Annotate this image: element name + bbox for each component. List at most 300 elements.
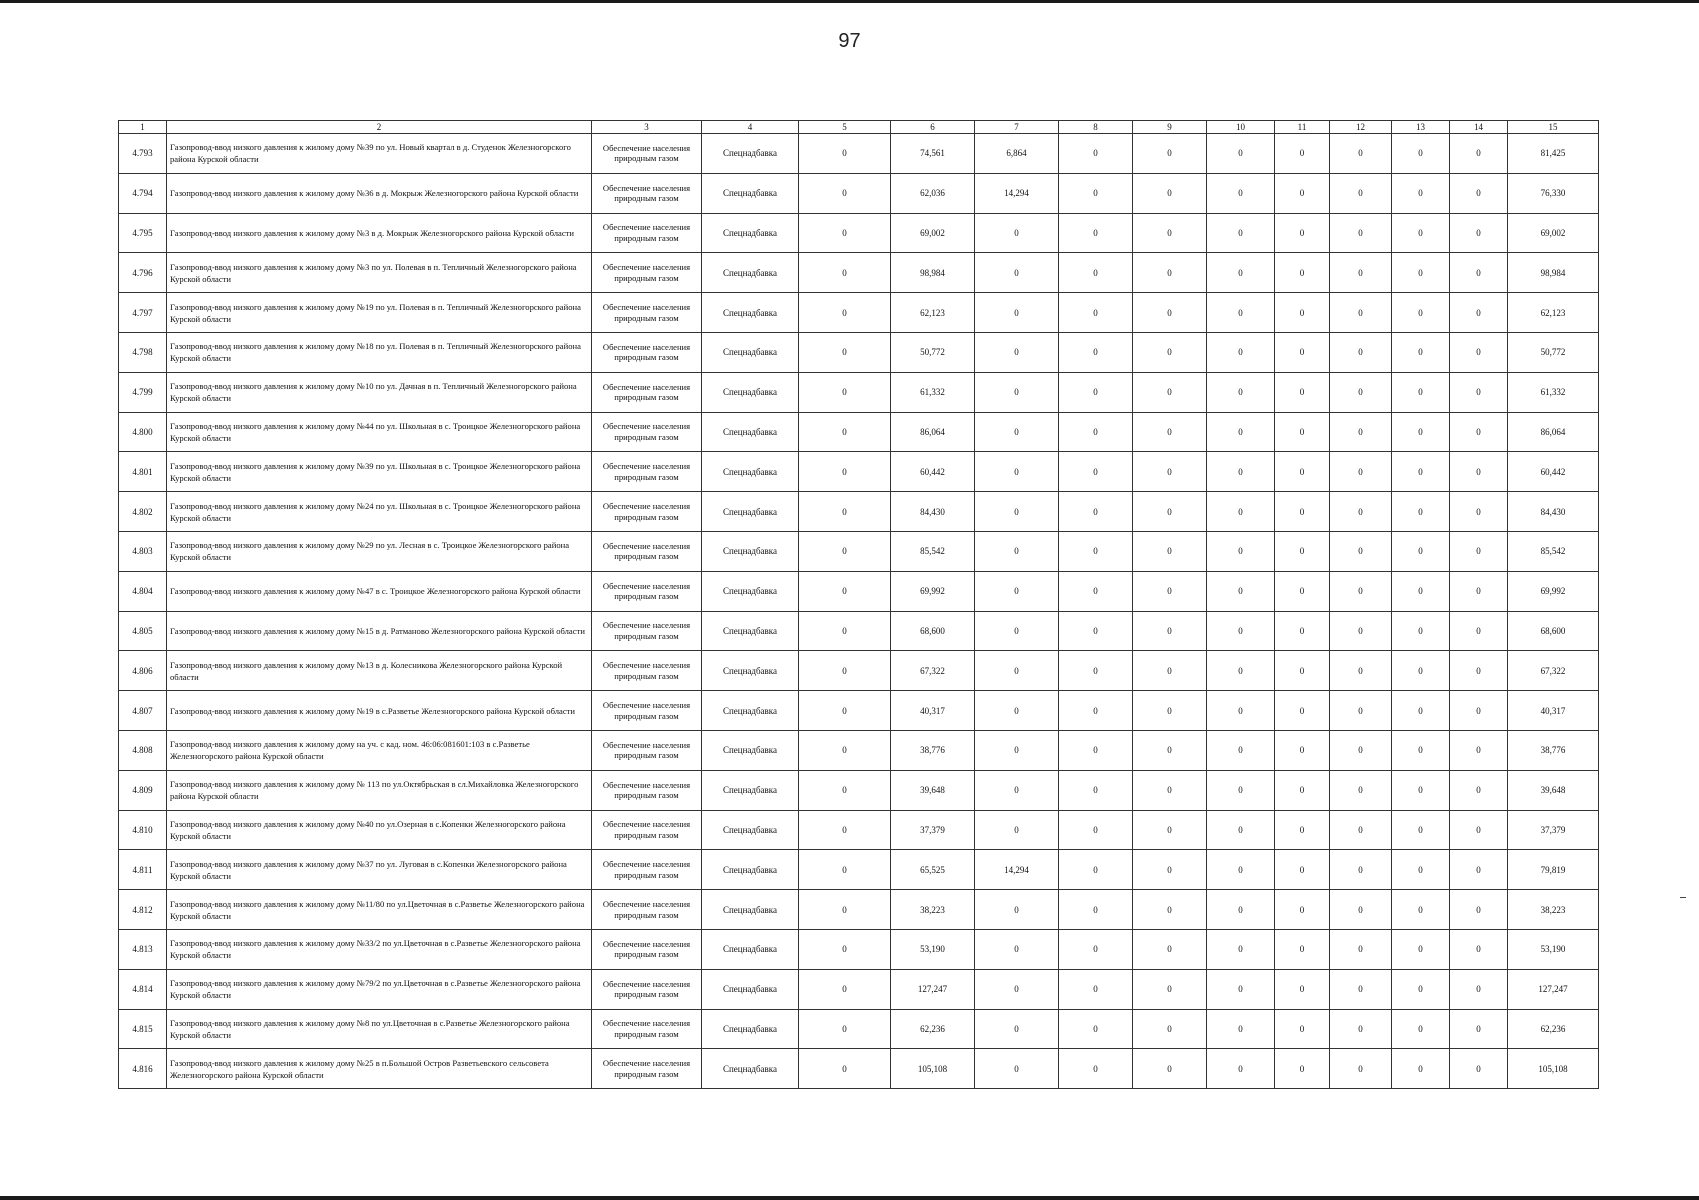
column-header-5: 5 <box>799 121 891 134</box>
column-header-1: 1 <box>119 121 167 134</box>
cell-col-11: 0 <box>1275 929 1330 969</box>
cell-col-9: 0 <box>1133 969 1207 1009</box>
cell-col-10: 0 <box>1207 730 1275 770</box>
cell-purpose: Обеспечение населения природным газом <box>592 492 702 532</box>
cell-total: 40,317 <box>1508 691 1599 731</box>
cell-col-10: 0 <box>1207 492 1275 532</box>
cell-col-6: 53,190 <box>891 929 975 969</box>
table-row <box>119 332 1599 372</box>
cell-col-9: 0 <box>1133 651 1207 691</box>
table-row <box>119 1009 1599 1049</box>
cell-col-7: 0 <box>975 810 1059 850</box>
cell-funding-source: Спецнадбавка <box>702 253 799 293</box>
cell-col-5: 0 <box>799 492 891 532</box>
cell-total: 127,247 <box>1508 969 1599 1009</box>
cell-row-number: 4.812 <box>119 890 167 930</box>
cell-purpose: Обеспечение населения природным газом <box>592 651 702 691</box>
cell-col-11: 0 <box>1275 810 1330 850</box>
cell-purpose: Обеспечение населения природным газом <box>592 850 702 890</box>
table-row <box>119 691 1599 731</box>
cell-col-5: 0 <box>799 173 891 213</box>
table-row <box>119 253 1599 293</box>
cell-col-7: 0 <box>975 571 1059 611</box>
cell-col-8: 0 <box>1059 531 1133 571</box>
cell-col-6: 62,236 <box>891 1009 975 1049</box>
cell-col-11: 0 <box>1275 452 1330 492</box>
cell-col-13: 0 <box>1392 730 1450 770</box>
cell-purpose: Обеспечение населения природным газом <box>592 412 702 452</box>
cell-total: 38,223 <box>1508 890 1599 930</box>
cell-col-5: 0 <box>799 1009 891 1049</box>
cell-object-name: Газопровод-ввод низкого давления к жилому дому №25 в п.Большой Остров Разветьевского сельсовета Железногорского района Курской области <box>167 1049 592 1089</box>
bottom-border-line <box>0 1196 1699 1200</box>
cell-total: 62,236 <box>1508 1009 1599 1049</box>
cell-funding-source: Спецнадбавка <box>702 969 799 1009</box>
cell-col-10: 0 <box>1207 1009 1275 1049</box>
cell-col-8: 0 <box>1059 969 1133 1009</box>
cell-col-14: 0 <box>1450 730 1508 770</box>
cell-object-name: Газопровод-ввод низкого давления к жилому дому №24 по ул. Школьная в с. Троицкое Железногорского района Курской области <box>167 492 592 532</box>
table-row <box>119 134 1599 174</box>
cell-total: 68,600 <box>1508 611 1599 651</box>
cell-purpose: Обеспечение населения природным газом <box>592 691 702 731</box>
cell-col-8: 0 <box>1059 770 1133 810</box>
cell-object-name: Газопровод-ввод низкого давления к жилому дому №37 по ул. Луговая в с.Копенки Железногорского района Курской области <box>167 850 592 890</box>
cell-col-13: 0 <box>1392 134 1450 174</box>
cell-col-6: 84,430 <box>891 492 975 532</box>
cell-col-7: 0 <box>975 929 1059 969</box>
table-row <box>119 571 1599 611</box>
cell-col-9: 0 <box>1133 770 1207 810</box>
cell-col-6: 39,648 <box>891 770 975 810</box>
table-row <box>119 452 1599 492</box>
cell-object-name: Газопровод-ввод низкого давления к жилому дому на уч. с кад. ном. 46:06:081601:103 в с.Разветье Железногорского района Курской области <box>167 730 592 770</box>
cell-col-10: 0 <box>1207 332 1275 372</box>
column-header-9: 9 <box>1133 121 1207 134</box>
cell-row-number: 4.814 <box>119 969 167 1009</box>
cell-col-5: 0 <box>799 691 891 731</box>
cell-total: 98,984 <box>1508 253 1599 293</box>
cell-funding-source: Спецнадбавка <box>702 571 799 611</box>
cell-total: 79,819 <box>1508 850 1599 890</box>
cell-row-number: 4.805 <box>119 611 167 651</box>
cell-total: 38,776 <box>1508 730 1599 770</box>
table-row <box>119 611 1599 651</box>
cell-col-13: 0 <box>1392 611 1450 651</box>
cell-funding-source: Спецнадбавка <box>702 730 799 770</box>
cell-col-6: 38,776 <box>891 730 975 770</box>
cell-col-13: 0 <box>1392 253 1450 293</box>
cell-col-13: 0 <box>1392 969 1450 1009</box>
cell-col-8: 0 <box>1059 173 1133 213</box>
cell-col-12: 0 <box>1330 1009 1392 1049</box>
cell-col-12: 0 <box>1330 134 1392 174</box>
cell-col-9: 0 <box>1133 571 1207 611</box>
cell-col-5: 0 <box>799 452 891 492</box>
cell-col-14: 0 <box>1450 1049 1508 1089</box>
cell-col-12: 0 <box>1330 691 1392 731</box>
cell-col-10: 0 <box>1207 929 1275 969</box>
cell-col-11: 0 <box>1275 134 1330 174</box>
cell-object-name: Газопровод-ввод низкого давления к жилому дому №40 по ул.Озерная в с.Копенки Железногорского района Курской области <box>167 810 592 850</box>
cell-col-12: 0 <box>1330 929 1392 969</box>
cell-col-12: 0 <box>1330 452 1392 492</box>
table-body <box>119 121 1599 1089</box>
cell-col-10: 0 <box>1207 452 1275 492</box>
cell-col-11: 0 <box>1275 253 1330 293</box>
cell-col-7: 0 <box>975 253 1059 293</box>
cell-col-5: 0 <box>799 412 891 452</box>
cell-purpose: Обеспечение населения природным газом <box>592 213 702 253</box>
cell-col-14: 0 <box>1450 173 1508 213</box>
column-header-13: 13 <box>1392 121 1450 134</box>
cell-total: 67,322 <box>1508 651 1599 691</box>
cell-col-9: 0 <box>1133 173 1207 213</box>
cell-col-5: 0 <box>799 213 891 253</box>
table-row <box>119 730 1599 770</box>
cell-col-13: 0 <box>1392 810 1450 850</box>
cell-col-10: 0 <box>1207 770 1275 810</box>
cell-col-14: 0 <box>1450 1009 1508 1049</box>
cell-col-8: 0 <box>1059 492 1133 532</box>
cell-col-12: 0 <box>1330 730 1392 770</box>
cell-col-10: 0 <box>1207 372 1275 412</box>
cell-total: 76,330 <box>1508 173 1599 213</box>
cell-col-12: 0 <box>1330 213 1392 253</box>
column-header-15: 15 <box>1508 121 1599 134</box>
cell-row-number: 4.797 <box>119 293 167 333</box>
cell-col-6: 98,984 <box>891 253 975 293</box>
cell-col-8: 0 <box>1059 1009 1133 1049</box>
cell-col-5: 0 <box>799 293 891 333</box>
cell-col-6: 86,064 <box>891 412 975 452</box>
cell-col-14: 0 <box>1450 850 1508 890</box>
cell-col-7: 0 <box>975 691 1059 731</box>
cell-row-number: 4.804 <box>119 571 167 611</box>
cell-col-9: 0 <box>1133 1009 1207 1049</box>
page-number: 97 <box>838 30 861 52</box>
cell-purpose: Обеспечение населения природным газом <box>592 929 702 969</box>
cell-col-5: 0 <box>799 134 891 174</box>
cell-purpose: Обеспечение населения природным газом <box>592 332 702 372</box>
cell-funding-source: Спецнадбавка <box>702 332 799 372</box>
cell-col-9: 0 <box>1133 810 1207 850</box>
cell-purpose: Обеспечение населения природным газом <box>592 730 702 770</box>
cell-purpose: Обеспечение населения природным газом <box>592 372 702 412</box>
cell-row-number: 4.815 <box>119 1009 167 1049</box>
cell-col-14: 0 <box>1450 571 1508 611</box>
cell-col-11: 0 <box>1275 293 1330 333</box>
cell-col-8: 0 <box>1059 452 1133 492</box>
cell-col-7: 0 <box>975 730 1059 770</box>
cell-col-14: 0 <box>1450 969 1508 1009</box>
margin-mark <box>1680 897 1686 898</box>
cell-col-7: 0 <box>975 372 1059 412</box>
cell-col-5: 0 <box>799 770 891 810</box>
cell-col-11: 0 <box>1275 492 1330 532</box>
cell-row-number: 4.810 <box>119 810 167 850</box>
cell-col-9: 0 <box>1133 332 1207 372</box>
cell-col-5: 0 <box>799 253 891 293</box>
cell-col-8: 0 <box>1059 332 1133 372</box>
cell-col-7: 0 <box>975 213 1059 253</box>
table-row <box>119 810 1599 850</box>
cell-purpose: Обеспечение населения природным газом <box>592 531 702 571</box>
cell-col-11: 0 <box>1275 412 1330 452</box>
cell-object-name: Газопровод-ввод низкого давления к жилому дому №13 в д. Колесникова Железногорского района Курской области <box>167 651 592 691</box>
column-header-12: 12 <box>1330 121 1392 134</box>
table-row <box>119 293 1599 333</box>
cell-col-5: 0 <box>799 611 891 651</box>
cell-col-14: 0 <box>1450 810 1508 850</box>
cell-col-5: 0 <box>799 372 891 412</box>
cell-col-7: 0 <box>975 332 1059 372</box>
cell-col-10: 0 <box>1207 1049 1275 1089</box>
cell-col-14: 0 <box>1450 293 1508 333</box>
cell-col-5: 0 <box>799 332 891 372</box>
cell-col-13: 0 <box>1392 890 1450 930</box>
cell-col-11: 0 <box>1275 890 1330 930</box>
cell-row-number: 4.811 <box>119 850 167 890</box>
cell-funding-source: Спецнадбавка <box>702 452 799 492</box>
cell-col-6: 38,223 <box>891 890 975 930</box>
cell-col-10: 0 <box>1207 213 1275 253</box>
cell-row-number: 4.794 <box>119 173 167 213</box>
cell-funding-source: Спецнадбавка <box>702 293 799 333</box>
cell-object-name: Газопровод-ввод низкого давления к жилому дому №39 по ул. Новый квартал в д. Студенок Железногорского района Курской области <box>167 134 592 174</box>
cell-object-name: Газопровод-ввод низкого давления к жилому дому №3 в д. Мокрыж Железногорского района Курской области <box>167 213 592 253</box>
cell-funding-source: Спецнадбавка <box>702 850 799 890</box>
cell-col-13: 0 <box>1392 1009 1450 1049</box>
cell-row-number: 4.813 <box>119 929 167 969</box>
cell-purpose: Обеспечение населения природным газом <box>592 1049 702 1089</box>
cell-col-7: 0 <box>975 531 1059 571</box>
cell-col-12: 0 <box>1330 332 1392 372</box>
cell-col-8: 0 <box>1059 730 1133 770</box>
cell-col-6: 50,772 <box>891 332 975 372</box>
cell-col-10: 0 <box>1207 810 1275 850</box>
cell-col-10: 0 <box>1207 293 1275 333</box>
cell-col-13: 0 <box>1392 372 1450 412</box>
cell-col-6: 62,123 <box>891 293 975 333</box>
cell-row-number: 4.798 <box>119 332 167 372</box>
cell-col-5: 0 <box>799 730 891 770</box>
cell-col-12: 0 <box>1330 492 1392 532</box>
cell-funding-source: Спецнадбавка <box>702 412 799 452</box>
cell-funding-source: Спецнадбавка <box>702 929 799 969</box>
table-row <box>119 929 1599 969</box>
cell-funding-source: Спецнадбавка <box>702 372 799 412</box>
cell-col-13: 0 <box>1392 412 1450 452</box>
cell-row-number: 4.796 <box>119 253 167 293</box>
cell-col-13: 0 <box>1392 293 1450 333</box>
cell-col-13: 0 <box>1392 571 1450 611</box>
column-header-7: 7 <box>975 121 1059 134</box>
cell-col-7: 0 <box>975 412 1059 452</box>
cell-col-13: 0 <box>1392 332 1450 372</box>
cell-total: 105,108 <box>1508 1049 1599 1089</box>
cell-col-14: 0 <box>1450 134 1508 174</box>
cell-col-6: 40,317 <box>891 691 975 731</box>
cell-col-7: 0 <box>975 969 1059 1009</box>
cell-col-13: 0 <box>1392 492 1450 532</box>
cell-col-14: 0 <box>1450 492 1508 532</box>
cell-col-7: 0 <box>975 1009 1059 1049</box>
cell-col-8: 0 <box>1059 810 1133 850</box>
cell-object-name: Газопровод-ввод низкого давления к жилому дому №44 по ул. Школьная в с. Троицкое Железногорского района Курской области <box>167 412 592 452</box>
cell-col-6: 62,036 <box>891 173 975 213</box>
cell-funding-source: Спецнадбавка <box>702 890 799 930</box>
cell-row-number: 4.799 <box>119 372 167 412</box>
cell-col-10: 0 <box>1207 651 1275 691</box>
cell-col-11: 0 <box>1275 770 1330 810</box>
cell-col-6: 127,247 <box>891 969 975 1009</box>
cell-col-11: 0 <box>1275 1009 1330 1049</box>
cell-col-8: 0 <box>1059 213 1133 253</box>
column-header-2: 2 <box>167 121 592 134</box>
top-border-line <box>0 0 1699 3</box>
cell-col-6: 85,542 <box>891 531 975 571</box>
cell-col-14: 0 <box>1450 890 1508 930</box>
cell-total: 69,002 <box>1508 213 1599 253</box>
cell-object-name: Газопровод-ввод низкого давления к жилому дому № 113 по ул.Октябрьская в сл.Михайловка Железногорского района Курской области <box>167 770 592 810</box>
cell-total: 69,992 <box>1508 571 1599 611</box>
cell-funding-source: Спецнадбавка <box>702 611 799 651</box>
cell-col-12: 0 <box>1330 810 1392 850</box>
cell-col-11: 0 <box>1275 213 1330 253</box>
cell-col-13: 0 <box>1392 173 1450 213</box>
table-row <box>119 372 1599 412</box>
cell-col-13: 0 <box>1392 691 1450 731</box>
cell-col-7: 14,294 <box>975 850 1059 890</box>
cell-row-number: 4.808 <box>119 730 167 770</box>
cell-col-8: 0 <box>1059 134 1133 174</box>
cell-total: 39,648 <box>1508 770 1599 810</box>
table-row <box>119 770 1599 810</box>
cell-col-11: 0 <box>1275 969 1330 1009</box>
cell-col-12: 0 <box>1330 969 1392 1009</box>
cell-col-9: 0 <box>1133 293 1207 333</box>
cell-funding-source: Спецнадбавка <box>702 1049 799 1089</box>
cell-row-number: 4.793 <box>119 134 167 174</box>
cell-purpose: Обеспечение населения природным газом <box>592 890 702 930</box>
cell-object-name: Газопровод-ввод низкого давления к жилому дому №19 в с.Разветье Железногорского района Курской области <box>167 691 592 731</box>
column-header-14: 14 <box>1450 121 1508 134</box>
cell-col-9: 0 <box>1133 850 1207 890</box>
cell-col-10: 0 <box>1207 412 1275 452</box>
cell-col-14: 0 <box>1450 452 1508 492</box>
cell-col-6: 105,108 <box>891 1049 975 1089</box>
cell-total: 85,542 <box>1508 531 1599 571</box>
table-row <box>119 1049 1599 1089</box>
cell-funding-source: Спецнадбавка <box>702 213 799 253</box>
cell-funding-source: Спецнадбавка <box>702 1009 799 1049</box>
cell-col-7: 0 <box>975 452 1059 492</box>
cell-col-9: 0 <box>1133 213 1207 253</box>
cell-col-14: 0 <box>1450 691 1508 731</box>
cell-row-number: 4.800 <box>119 412 167 452</box>
cell-col-12: 0 <box>1330 531 1392 571</box>
cell-col-8: 0 <box>1059 293 1133 333</box>
cell-object-name: Газопровод-ввод низкого давления к жилому дому №79/2 по ул.Цветочная в с.Разветье Железногорского района Курской области <box>167 969 592 1009</box>
cell-col-13: 0 <box>1392 850 1450 890</box>
cell-col-6: 37,379 <box>891 810 975 850</box>
cell-total: 86,064 <box>1508 412 1599 452</box>
cell-purpose: Обеспечение населения природным газом <box>592 1009 702 1049</box>
table-row <box>119 969 1599 1009</box>
cell-total: 50,772 <box>1508 332 1599 372</box>
cell-object-name: Газопровод-ввод низкого давления к жилому дому №19 по ул. Полевая в п. Тепличный Железногорского района Курской области <box>167 293 592 333</box>
cell-col-11: 0 <box>1275 651 1330 691</box>
cell-col-9: 0 <box>1133 253 1207 293</box>
cell-col-13: 0 <box>1392 929 1450 969</box>
cell-col-6: 68,600 <box>891 611 975 651</box>
cell-col-8: 0 <box>1059 372 1133 412</box>
cell-total: 84,430 <box>1508 492 1599 532</box>
cell-col-8: 0 <box>1059 1049 1133 1089</box>
cell-col-9: 0 <box>1133 372 1207 412</box>
cell-col-7: 0 <box>975 651 1059 691</box>
cell-col-6: 67,322 <box>891 651 975 691</box>
cell-object-name: Газопровод-ввод низкого давления к жилому дому №11/80 по ул.Цветочная в с.Разветье Железногорского района Курской области <box>167 890 592 930</box>
cell-col-10: 0 <box>1207 850 1275 890</box>
cell-total: 37,379 <box>1508 810 1599 850</box>
cell-col-9: 0 <box>1133 492 1207 532</box>
cell-col-8: 0 <box>1059 611 1133 651</box>
cell-col-12: 0 <box>1330 412 1392 452</box>
cell-col-8: 0 <box>1059 929 1133 969</box>
cell-col-8: 0 <box>1059 691 1133 731</box>
cell-col-10: 0 <box>1207 253 1275 293</box>
cell-col-10: 0 <box>1207 173 1275 213</box>
cell-row-number: 4.802 <box>119 492 167 532</box>
cell-col-10: 0 <box>1207 969 1275 1009</box>
cell-col-11: 0 <box>1275 691 1330 731</box>
cell-col-7: 14,294 <box>975 173 1059 213</box>
cell-row-number: 4.795 <box>119 213 167 253</box>
cell-col-6: 69,992 <box>891 571 975 611</box>
cell-purpose: Обеспечение населения природным газом <box>592 969 702 1009</box>
cell-object-name: Газопровод-ввод низкого давления к жилому дому №39 по ул. Школьная в с. Троицкое Железногорского района Курской области <box>167 452 592 492</box>
table-row <box>119 173 1599 213</box>
cell-purpose: Обеспечение населения природным газом <box>592 452 702 492</box>
cell-row-number: 4.806 <box>119 651 167 691</box>
table-row <box>119 412 1599 452</box>
cell-col-11: 0 <box>1275 571 1330 611</box>
cell-purpose: Обеспечение населения природным газом <box>592 611 702 651</box>
column-header-11: 11 <box>1275 121 1330 134</box>
cell-col-10: 0 <box>1207 571 1275 611</box>
cell-col-9: 0 <box>1133 890 1207 930</box>
column-header-4: 4 <box>702 121 799 134</box>
cell-col-5: 0 <box>799 810 891 850</box>
cell-col-12: 0 <box>1330 571 1392 611</box>
cell-col-11: 0 <box>1275 332 1330 372</box>
cell-col-10: 0 <box>1207 611 1275 651</box>
cell-col-9: 0 <box>1133 412 1207 452</box>
cell-row-number: 4.801 <box>119 452 167 492</box>
cell-funding-source: Спецнадбавка <box>702 134 799 174</box>
cell-col-14: 0 <box>1450 332 1508 372</box>
cell-col-14: 0 <box>1450 213 1508 253</box>
cell-col-8: 0 <box>1059 651 1133 691</box>
cell-purpose: Обеспечение населения природным газом <box>592 173 702 213</box>
table-row <box>119 651 1599 691</box>
cell-col-13: 0 <box>1392 452 1450 492</box>
cell-col-5: 0 <box>799 929 891 969</box>
cell-total: 53,190 <box>1508 929 1599 969</box>
cell-col-14: 0 <box>1450 531 1508 571</box>
